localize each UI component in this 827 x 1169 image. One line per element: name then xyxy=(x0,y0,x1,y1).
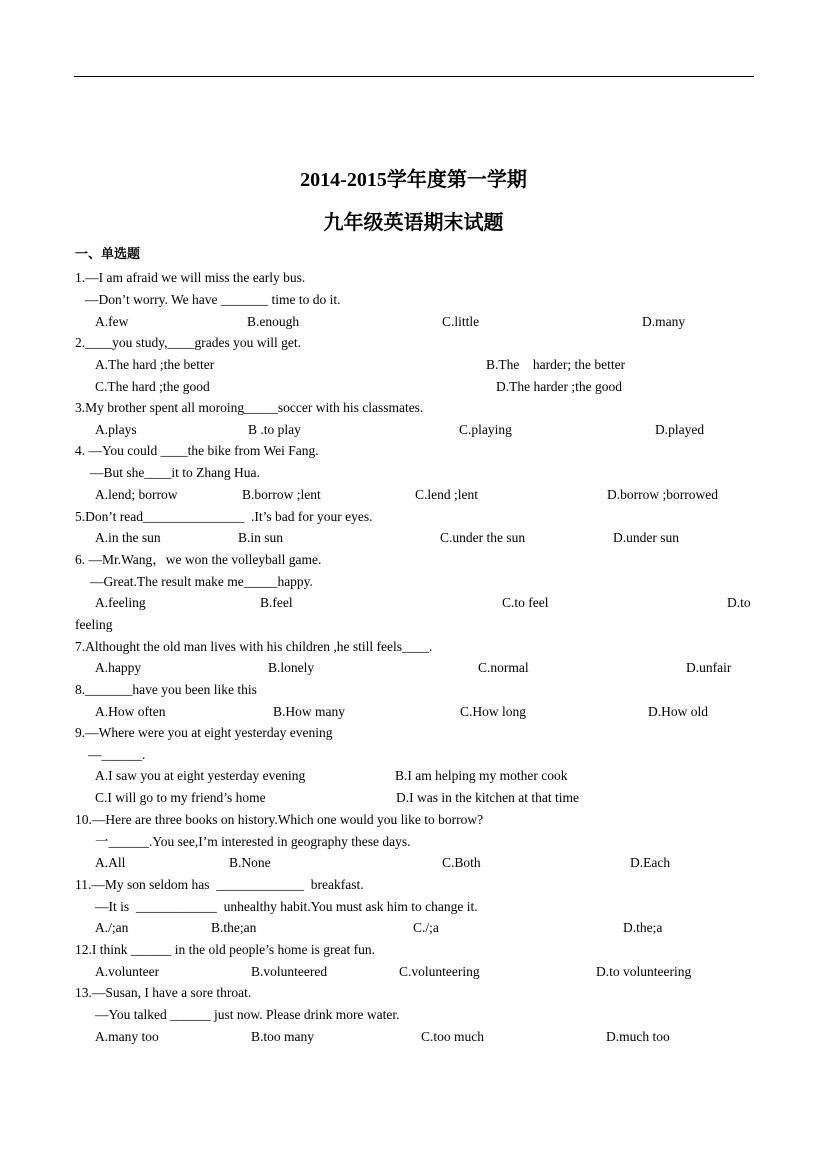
q2-option-a: A.The hard ;the better xyxy=(95,357,215,372)
q2-option-c: C.The hard ;the good xyxy=(95,379,210,394)
q12-option-b: B.volunteered xyxy=(251,964,328,979)
q11-option-b: B.the;an xyxy=(211,920,257,935)
q11-stem-line2: —It is ____________ unhealthy habit.You must ask him to change it. xyxy=(95,899,478,914)
q1-option-d: D.many xyxy=(642,314,686,329)
q5-option-a: A.in the sun xyxy=(95,530,161,545)
q11-option-a: A./;an xyxy=(95,920,129,935)
q9-stem-line2: —______. xyxy=(88,747,146,762)
q13-option-b: B.too many xyxy=(251,1029,314,1044)
q3-option-d: D.played xyxy=(655,422,705,437)
q8-option-d: D.How old xyxy=(648,704,708,719)
q3-option-a: A.plays xyxy=(95,422,137,437)
q1-stem-line2: —Don’t worry. We have _______ time to do it. xyxy=(85,292,341,307)
q6-stem-line2: —Great.The result make me_____happy. xyxy=(90,574,313,589)
q3-stem: 3.My brother spent all moroing_____soccer with his classmates. xyxy=(75,400,424,415)
q13-option-a: A.many too xyxy=(95,1029,159,1044)
q6-option-c: C.to feel xyxy=(502,595,549,610)
q1-option-c: C.little xyxy=(442,314,480,329)
q11-stem: 11.—My son seldom has _____________ breakfast. xyxy=(75,877,364,892)
q7-option-d: D.unfair xyxy=(686,660,732,675)
q8-option-a: A.How often xyxy=(95,704,166,719)
q7-option-b: B.lonely xyxy=(268,660,315,675)
q4-option-b: B.borrow ;lent xyxy=(242,487,321,502)
q8-option-b: B.How many xyxy=(273,704,345,719)
q2-stem: 2.____you study,____grades you will get. xyxy=(75,335,301,350)
q4-option-a: A.lend; borrow xyxy=(95,487,178,502)
q8-stem: 8._______have you been like this xyxy=(75,682,257,697)
q7-option-c: C.normal xyxy=(478,660,529,675)
q11-option-c: C./;a xyxy=(413,920,439,935)
q12-option-a: A.volunteer xyxy=(95,964,160,979)
section-heading: 一、单选题 xyxy=(75,247,141,262)
q5-option-c: C.under the sun xyxy=(440,530,526,545)
q6-stem: 6. —Mr.Wang，we won the volleyball game. xyxy=(75,552,322,567)
q10-option-c: C.Both xyxy=(442,855,481,870)
q4-stem: 4. —You could ____the bike from Wei Fang. xyxy=(75,443,319,458)
q6-option-b: B.feel xyxy=(260,595,293,610)
q10-option-b: B.None xyxy=(229,855,271,870)
q7-stem: 7.Althought the old man lives with his children ,he still feels____. xyxy=(75,639,433,654)
q12-option-d: D.to volunteering xyxy=(596,964,692,979)
header-rule xyxy=(74,76,754,77)
q3-option-b: B .to play xyxy=(248,422,301,437)
q4-stem-line2: —But she____it to Zhang Hua. xyxy=(90,465,260,480)
q2-option-d: D.The harder ;the good xyxy=(496,379,622,394)
q6-option-a: A.feeling xyxy=(95,595,146,610)
q5-option-d: D.under sun xyxy=(613,530,679,545)
q5-stem: 5.Don’t read_______________ .It’s bad for your eyes. xyxy=(75,509,373,524)
q10-option-d: D.Each xyxy=(630,855,671,870)
q10-option-a: A.All xyxy=(95,855,126,870)
q3-option-c: C.playing xyxy=(459,422,512,437)
q8-option-c: C.How long xyxy=(460,704,527,719)
exam-title-subject: 九年级英语期末试题 xyxy=(323,212,504,234)
q2-option-b: B.The harder; the better xyxy=(486,357,626,372)
q7-option-a: A.happy xyxy=(95,660,142,675)
q5-option-b: B.in sun xyxy=(238,530,284,545)
exam-title-term: 2014-2015学年度第一学期 xyxy=(300,169,527,191)
q13-stem-line2: —You talked ______ just now. Please drink more water. xyxy=(95,1007,400,1022)
q6-option-d: D.to xyxy=(727,595,751,610)
q9-option-d: D.I was in the kitchen at that time xyxy=(396,790,579,805)
q10-stem: 10.—Here are three books on history.Which one would you like to borrow? xyxy=(75,812,484,827)
q13-option-c: C.too much xyxy=(421,1029,484,1044)
q1-stem: 1.—I am afraid we will miss the early bus. xyxy=(75,270,306,285)
q9-option-b: B.I am helping my mother cook xyxy=(395,768,568,783)
q13-stem: 13.—Susan, I have a sore throat. xyxy=(75,985,252,1000)
q12-option-c: C.volunteering xyxy=(399,964,480,979)
q6-option-d-wrap: feeling xyxy=(75,617,113,632)
q1-option-a: A.few xyxy=(95,314,129,329)
q1-option-b: B.enough xyxy=(247,314,300,329)
q10-stem-line2: 一______.You see,I’m interested in geography these days. xyxy=(95,834,411,849)
q9-stem: 9.—Where were you at eight yesterday evening xyxy=(75,725,333,740)
q4-option-d: D.borrow ;borrowed xyxy=(607,487,718,502)
q9-option-c: C.I will go to my friend’s home xyxy=(95,790,266,805)
q11-option-d: D.the;a xyxy=(623,920,663,935)
q9-option-a: A.I saw you at eight yesterday evening xyxy=(95,768,306,783)
q13-option-d: D.much too xyxy=(606,1029,670,1044)
q12-stem: 12.I think ______ in the old people’s home is great fun. xyxy=(75,942,375,957)
q4-option-c: C.lend ;lent xyxy=(415,487,478,502)
